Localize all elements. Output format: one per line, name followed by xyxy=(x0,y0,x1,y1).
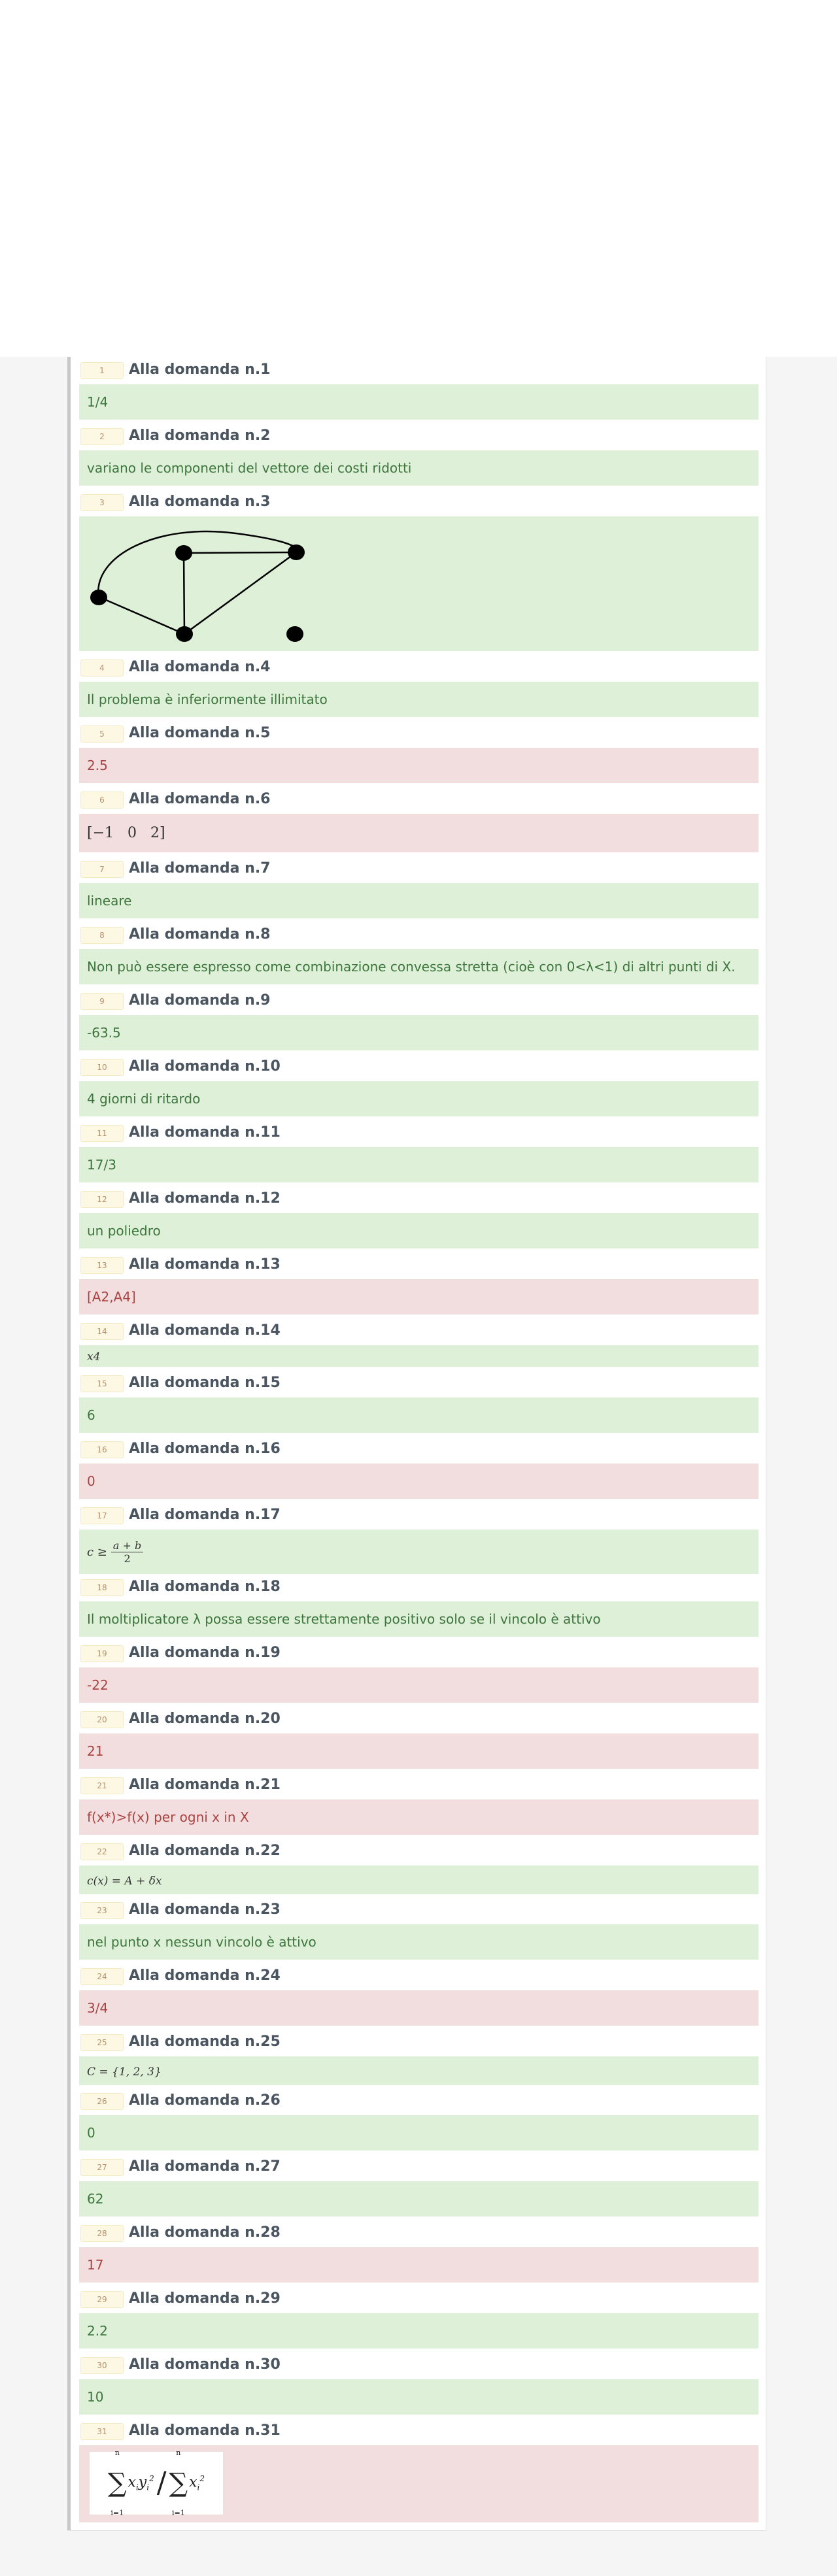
question-9 xyxy=(79,988,759,1050)
question-title: Alla domanda n.22 xyxy=(129,1843,281,1859)
question-header xyxy=(79,1897,759,1924)
results-card xyxy=(67,357,766,2531)
question-title: Alla domanda n.20 xyxy=(129,1711,281,1727)
question-12 xyxy=(79,1186,759,1248)
answer-math: c(x) = A + δx xyxy=(87,1875,162,1888)
question-header xyxy=(79,786,759,814)
answer-math: x4 xyxy=(87,1350,101,1363)
graph-image xyxy=(79,516,759,651)
answer-correct: 62 xyxy=(79,2181,759,2216)
answer-correct: 6 xyxy=(79,1397,759,1433)
question-header xyxy=(79,654,759,682)
answer-correct: 2.2 xyxy=(79,2313,759,2349)
question-header xyxy=(79,1120,759,1147)
question-title: Alla domanda n.31 xyxy=(129,2422,281,2439)
question-number-badge: 3 xyxy=(80,494,124,511)
question-number-badge: 1 xyxy=(80,362,124,379)
answer-wrong: -22 xyxy=(79,1667,759,1703)
question-13 xyxy=(79,1252,759,1314)
question-number-badge: 15 xyxy=(80,1375,124,1392)
answer-correct: 4 giorni di ritardo xyxy=(79,1081,759,1116)
answer-correct: -63.5 xyxy=(79,1015,759,1050)
question-header xyxy=(79,1054,759,1081)
question-23 xyxy=(79,1897,759,1960)
question-title: Alla domanda n.25 xyxy=(129,2033,281,2050)
question-title: Alla domanda n.27 xyxy=(129,2158,281,2175)
answer-correct xyxy=(79,2056,759,2085)
graph-edge xyxy=(184,552,296,634)
question-number-badge: 16 xyxy=(80,1441,124,1458)
question-number-badge: 30 xyxy=(80,2357,124,2374)
question-title: Alla domanda n.21 xyxy=(129,1777,281,1793)
question-number-badge: 18 xyxy=(80,1579,124,1596)
question-15 xyxy=(79,1370,759,1433)
question-number-badge: 19 xyxy=(80,1645,124,1662)
answer-correct: lineare xyxy=(79,883,759,918)
question-1 xyxy=(79,357,759,420)
question-header xyxy=(79,1436,759,1464)
question-title: Alla domanda n.24 xyxy=(129,1967,281,1984)
question-header xyxy=(79,922,759,949)
question-title: Alla domanda n.15 xyxy=(129,1375,281,1391)
graph-node xyxy=(288,544,305,560)
answer-wrong xyxy=(79,2445,759,2522)
question-number-badge: 2 xyxy=(80,428,124,445)
question-header xyxy=(79,423,759,450)
question-number-badge: 24 xyxy=(80,1968,124,1985)
question-title: Alla domanda n.30 xyxy=(129,2356,281,2373)
question-number-badge: 29 xyxy=(80,2291,124,2308)
question-header xyxy=(79,1963,759,1990)
question-number-badge: 21 xyxy=(80,1777,124,1794)
question-number-badge: 31 xyxy=(80,2423,124,2440)
question-title: Alla domanda n.29 xyxy=(129,2290,281,2307)
question-title: Alla domanda n.5 xyxy=(129,725,271,741)
question-18 xyxy=(79,1574,759,1637)
question-header xyxy=(79,2418,759,2445)
question-title: Alla domanda n.2 xyxy=(129,427,271,444)
question-7 xyxy=(79,856,759,918)
question-number-badge: 26 xyxy=(80,2093,124,2110)
question-header xyxy=(79,720,759,748)
fraction-numerator: a + b xyxy=(111,1539,143,1552)
answer-wrong: 0 xyxy=(79,1464,759,1499)
question-30 xyxy=(79,2352,759,2415)
answer-wrong: 17 xyxy=(79,2247,759,2283)
question-number-badge: 23 xyxy=(80,1902,124,1919)
question-title: Alla domanda n.3 xyxy=(129,493,271,510)
question-number-badge: 28 xyxy=(80,2225,124,2242)
question-10 xyxy=(79,1054,759,1116)
question-16 xyxy=(79,1436,759,1499)
question-title: Alla domanda n.7 xyxy=(129,860,271,877)
graph-node xyxy=(286,626,303,642)
answer-correct: Il problema è inferiormente illimitato xyxy=(79,682,759,717)
graph-edge xyxy=(184,552,296,553)
question-29 xyxy=(79,2286,759,2349)
answer-correct: 10 xyxy=(79,2379,759,2415)
answer-correct: Non può essere espresso come combinazione convessa stretta (cioè con 0<λ<1) di altri punti di X. xyxy=(79,949,759,984)
question-number-badge: 9 xyxy=(80,993,124,1010)
answer-wrong: 2.5 xyxy=(79,748,759,783)
question-title: Alla domanda n.14 xyxy=(129,1322,281,1339)
answer-fraction xyxy=(111,1539,143,1565)
question-19 xyxy=(79,1640,759,1703)
answer-math-prefix: c ≥ xyxy=(87,1545,107,1559)
question-title: Alla domanda n.10 xyxy=(129,1058,281,1075)
answer-correct: variano le componenti del vettore dei costi ridotti xyxy=(79,450,759,486)
answer-correct xyxy=(79,516,759,651)
graph-node xyxy=(176,626,193,642)
question-title: Alla domanda n.26 xyxy=(129,2092,281,2109)
answer-math: C = {1, 2, 3} xyxy=(87,2066,162,2079)
question-17 xyxy=(79,1502,759,1574)
question-number-badge: 11 xyxy=(80,1125,124,1142)
question-title: Alla domanda n.11 xyxy=(129,1124,281,1141)
question-number-badge: 25 xyxy=(80,2034,124,2051)
question-8 xyxy=(79,922,759,984)
question-title: Alla domanda n.16 xyxy=(129,1441,281,1457)
question-title: Alla domanda n.23 xyxy=(129,1901,281,1918)
question-header xyxy=(79,2154,759,2181)
question-title: Alla domanda n.19 xyxy=(129,1645,281,1661)
question-20 xyxy=(79,1706,759,1769)
fraction-denominator: 2 xyxy=(124,1552,131,1565)
card-left-border xyxy=(67,357,71,2530)
answer-vector: [−1 0 2] xyxy=(87,825,165,841)
question-title: Alla domanda n.17 xyxy=(129,1507,281,1523)
question-title: Alla domanda n.1 xyxy=(129,361,271,378)
question-5 xyxy=(79,720,759,783)
question-number-badge: 13 xyxy=(80,1257,124,1274)
answer-correct xyxy=(79,1345,759,1367)
question-24 xyxy=(79,1963,759,2026)
answer-wrong: [A2,A4] xyxy=(79,1279,759,1314)
question-title: Alla domanda n.6 xyxy=(129,791,271,807)
question-31 xyxy=(79,2418,759,2522)
sum-symbol: n ∑ i=1 xyxy=(107,2449,127,2517)
question-title: Alla domanda n.4 xyxy=(129,659,271,675)
question-21 xyxy=(79,1772,759,1835)
question-title: Alla domanda n.13 xyxy=(129,1256,281,1273)
question-header xyxy=(79,1186,759,1213)
question-header xyxy=(79,1772,759,1799)
answer-wrong: 3/4 xyxy=(79,1990,759,2026)
question-14 xyxy=(79,1318,759,1367)
question-3 xyxy=(79,489,759,651)
question-header xyxy=(79,2088,759,2115)
question-4 xyxy=(79,654,759,717)
question-number-badge: 12 xyxy=(80,1191,124,1208)
question-22 xyxy=(79,1838,759,1894)
question-header xyxy=(79,1838,759,1865)
answer-formula-image: n ∑ i=1 $x_iy_i^2$ / n ∑ i=1 $x_i^2$ xyxy=(90,2452,223,2515)
graph-node xyxy=(90,590,107,605)
question-number-badge: 22 xyxy=(80,1843,124,1860)
answer-wrong xyxy=(79,814,759,852)
question-number-badge: 14 xyxy=(80,1323,124,1340)
question-27 xyxy=(79,2154,759,2216)
answer-correct: Il moltiplicatore λ possa essere strettamente positivo solo se il vincolo è attivo xyxy=(79,1601,759,1637)
graph-edge xyxy=(98,531,303,597)
question-number-badge: 17 xyxy=(80,1507,124,1524)
question-28 xyxy=(79,2220,759,2283)
question-header xyxy=(79,1318,759,1345)
question-header xyxy=(79,357,759,384)
question-title: Alla domanda n.9 xyxy=(129,992,271,1009)
question-25 xyxy=(79,2029,759,2085)
sum-symbol: n ∑ i=1 xyxy=(169,2449,188,2517)
answer-correct: nel punto x nessun vincolo è attivo xyxy=(79,1924,759,1960)
question-header xyxy=(79,489,759,516)
question-number-badge: 6 xyxy=(80,792,124,809)
question-header xyxy=(79,1370,759,1397)
question-header xyxy=(79,1252,759,1279)
question-title: Alla domanda n.18 xyxy=(129,1579,281,1595)
question-title: Alla domanda n.8 xyxy=(129,926,271,943)
question-header xyxy=(79,1706,759,1733)
question-number-badge: 8 xyxy=(80,927,124,944)
graph-edge xyxy=(100,597,184,634)
question-header xyxy=(79,2352,759,2379)
answer-correct: 0 xyxy=(79,2115,759,2150)
question-header xyxy=(79,988,759,1015)
question-title: Alla domanda n.28 xyxy=(129,2224,281,2241)
question-number-badge: 27 xyxy=(80,2159,124,2176)
answer-correct: 17/3 xyxy=(79,1147,759,1182)
answer-correct xyxy=(79,1865,759,1894)
question-header xyxy=(79,2220,759,2247)
answer-wrong: f(x*)>f(x) per ogni x in X xyxy=(79,1799,759,1835)
question-title: Alla domanda n.12 xyxy=(129,1190,281,1207)
graph-node xyxy=(175,545,192,561)
question-2 xyxy=(79,423,759,486)
question-number-badge: 20 xyxy=(80,1711,124,1728)
question-header xyxy=(79,1640,759,1667)
question-11 xyxy=(79,1120,759,1182)
question-number-badge: 10 xyxy=(80,1059,124,1076)
question-header xyxy=(79,2029,759,2056)
answer-correct: 1/4 xyxy=(79,384,759,420)
question-header xyxy=(79,2286,759,2313)
answer-correct xyxy=(79,1530,759,1574)
question-header xyxy=(79,1502,759,1530)
question-26 xyxy=(79,2088,759,2150)
answer-correct: un poliedro xyxy=(79,1213,759,1248)
question-header xyxy=(79,856,759,883)
question-number-badge: 5 xyxy=(80,726,124,743)
question-number-badge: 7 xyxy=(80,861,124,878)
question-6 xyxy=(79,786,759,852)
question-number-badge: 4 xyxy=(80,660,124,677)
question-header xyxy=(79,1574,759,1601)
answer-wrong: 21 xyxy=(79,1733,759,1769)
